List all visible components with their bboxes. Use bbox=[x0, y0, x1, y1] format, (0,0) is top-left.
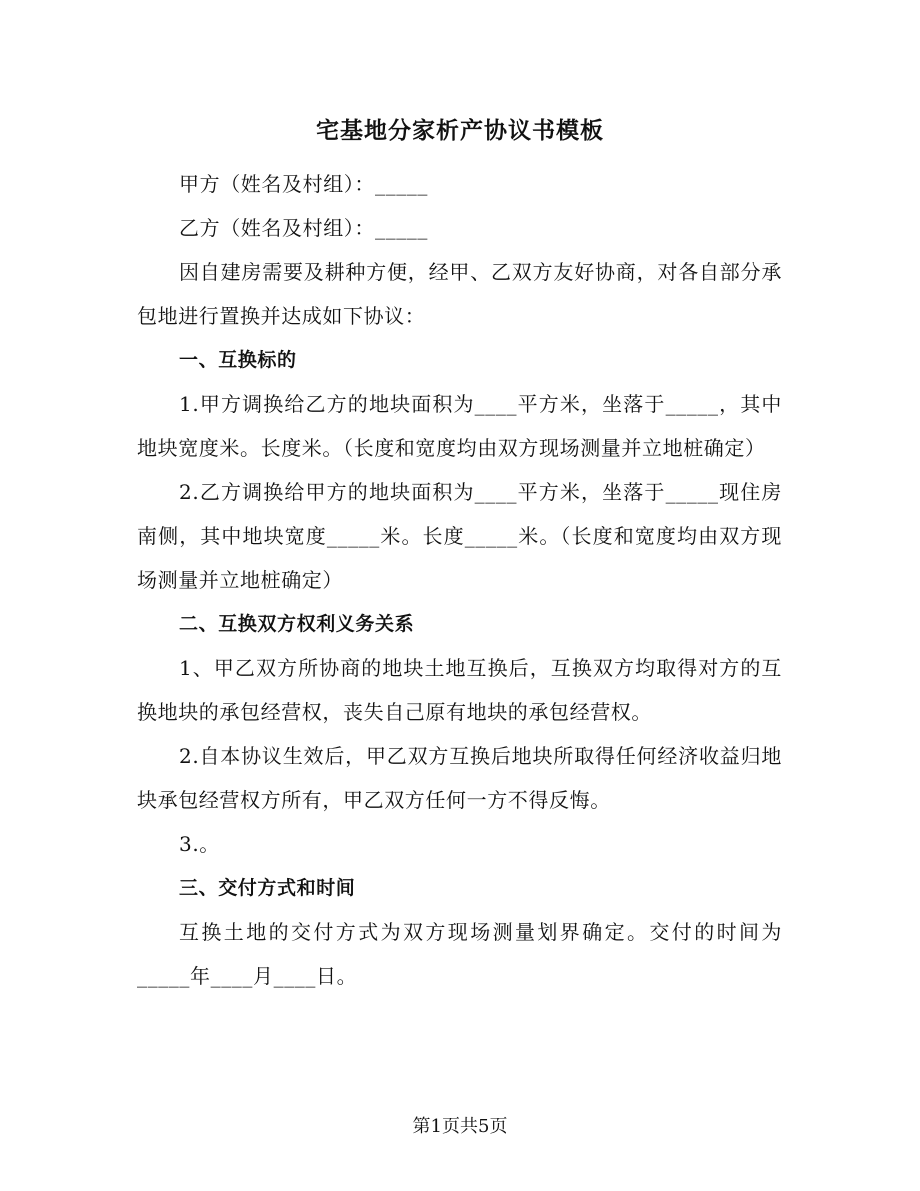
section3-text: 互换土地的交付方式为双方现场测量划界确定。交付的时间为_____年____月____日。 bbox=[137, 920, 782, 988]
party-b-line: 乙方（姓名及村组）：_____ bbox=[179, 216, 428, 240]
page-number: 第1页共5页 bbox=[412, 1116, 508, 1137]
document-title: 宅基地分家析产协议书模板 bbox=[316, 118, 604, 144]
intro-paragraph: 因自建房需要及耕种方便，经甲、乙双方友好协商，对各自部分承包地进行置换并达成如下协议： bbox=[137, 260, 782, 328]
section1-heading: 一、互换标的 bbox=[179, 349, 297, 371]
section3-heading: 三、交付方式和时间 bbox=[179, 877, 356, 899]
section2-heading: 二、互换双方权利义务关系 bbox=[179, 613, 415, 635]
section2-item2: 2.自本协议生效后，甲乙双方互换后地块所取得任何经济收益归地块承包经营权方所有，甲乙双方任何一方不得反悔。 bbox=[137, 744, 782, 812]
section2-item1: 1、甲乙双方所协商的地块土地互换后，互换双方均取得对方的互换地块的承包经营权，丧失自己原有地块的承包经营权。 bbox=[137, 656, 782, 724]
party-a-line: 甲方（姓名及村组）：_____ bbox=[179, 172, 428, 196]
section1-item1: 1.甲方调换给乙方的地块面积为____平方米，坐落于_____，其中地块宽度米。长度米。（长度和宽度均由双方现场测量并立地桩确定） bbox=[137, 392, 782, 460]
section1-item2: 2.乙方调换给甲方的地块面积为____平方米，坐落于_____现住房南侧，其中地块宽度_____米。长度_____米。（长度和宽度均由双方现场测量并立地桩确定） bbox=[137, 480, 782, 592]
section2-item3: 3.。 bbox=[179, 832, 220, 856]
document-body bbox=[137, 162, 782, 998]
